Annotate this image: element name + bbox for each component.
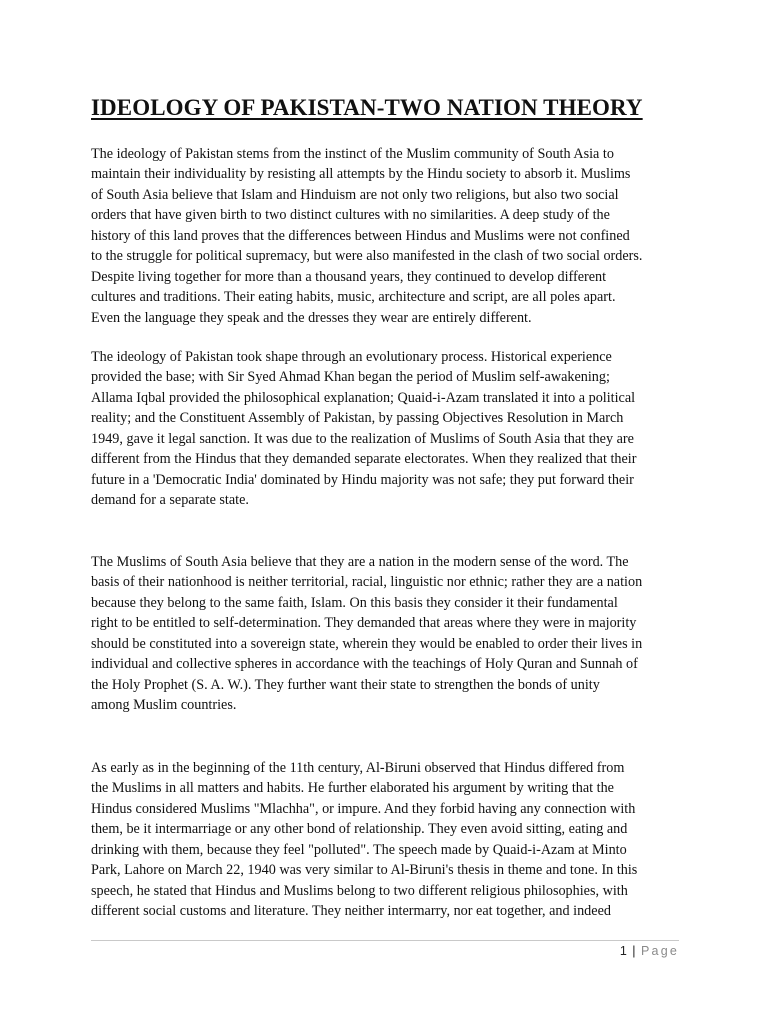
text-line: Hindus considered Muslims "Mlachha", or impure. And they forbid having any connection with <box>91 800 636 817</box>
text-line: different from the Hindus that they demanded separate electorates. When they realized that their <box>91 451 637 468</box>
text-line: orders that have given birth to two distinct cultures with no similarities. A deep study of the <box>91 207 610 224</box>
text-line: The ideology of Pakistan took shape through an evolutionary process. Historical experience <box>91 349 612 365</box>
paragraph-2 <box>91 347 681 511</box>
text-line: reality; and the Constituent Assembly of Pakistan, by passing Objectives Resolution in March <box>91 410 624 427</box>
text-line: The Muslims of South Asia believe that they are a nation in the modern sense of the word. The <box>91 554 629 570</box>
text-line: The ideology of Pakistan stems from the instinct of the Muslim community of South Asia to <box>91 146 614 162</box>
page-label: Page <box>641 944 679 958</box>
text-line: should be constituted into a sovereign state, wherein they would be enabled to order their lives in <box>91 635 643 652</box>
footer-divider <box>91 940 679 941</box>
text-line: maintain their individuality by resisting all attempts by the Hindu society to absorb it. Muslims <box>91 166 631 183</box>
paragraph-3 <box>91 552 681 716</box>
text-line: the Muslims in all matters and habits. He further elaborated his argument by writing that the <box>91 780 614 797</box>
text-line: individual and collective spheres in accordance with the teachings of Holy Quran and Sunnah of <box>91 656 638 673</box>
document-title: IDEOLOGY OF PAKISTAN-TWO NATION THEORY <box>91 95 643 120</box>
paragraph-4 <box>91 758 681 922</box>
text-line: them, be it intermarriage or any other bond of relationship. They even avoid sitting, eating and <box>91 821 628 838</box>
text-line: As early as in the beginning of the 11th century, Al-Biruni observed that Hindus differed from <box>91 760 625 776</box>
text-line: to the struggle for political supremacy, but were also manifested in the clash of two social orders. <box>91 248 643 265</box>
text-line: speech, he stated that Hindus and Muslims belong to two different religious philosophies, with <box>91 882 628 899</box>
text-line: drinking with them, because they feel "polluted". The speech made by Quaid-i-Azam at Minto <box>91 841 627 858</box>
text-line: history of this land proves that the differences between Hindus and Muslims were not confined <box>91 227 630 244</box>
text-line: cultures and traditions. Their eating habits, music, architecture and script, are all poles apart. <box>91 289 616 306</box>
text-line: right to be entitled to self-determination. They demanded that areas where they were in majority <box>91 615 637 632</box>
text-line: Allama Iqbal provided the philosophical explanation; Quaid-i-Azam translated it into a political <box>91 389 636 406</box>
page-footer <box>620 943 679 959</box>
text-line: basis of their nationhood is neither territorial, racial, linguistic nor ethnic; rather they are a nation <box>91 574 643 591</box>
text-line: Even the language they speak and the dresses they wear are entirely different. <box>91 309 532 326</box>
page-number: 1 <box>619 944 627 958</box>
text-line: because they belong to the same faith, Islam. On this basis they consider it their fundamental <box>91 594 618 611</box>
text-line: Park, Lahore on March 22, 1940 was very similar to Al-Biruni's thesis in theme and tone. In this <box>91 862 638 879</box>
paragraph-1 <box>91 144 681 328</box>
text-line: the Holy Prophet (S. A. W.). They further want their state to strengthen the bonds of unity <box>91 676 600 693</box>
text-line: 1949, gave it legal sanction. It was due to the realization of Muslims of South Asia that they are <box>91 430 634 447</box>
text-line: provided the base; with Sir Syed Ahmad Khan began the period of Muslim self-awakening; <box>91 369 610 386</box>
text-line: future in a 'Democratic India' dominated by Hindu majority was not safe; they put forward their <box>91 471 634 488</box>
text-line: among Muslim countries. <box>91 697 237 714</box>
footer-separator: | <box>632 944 636 958</box>
text-line: demand for a separate state. <box>91 492 249 509</box>
text-line: different social customs and literature. They neither intermarry, nor eat together, and indeed <box>91 903 611 920</box>
text-line: of South Asia believe that Islam and Hinduism are not only two religions, but also two social <box>91 186 619 203</box>
text-line: Despite living together for more than a thousand years, they continued to develop different <box>91 268 607 285</box>
